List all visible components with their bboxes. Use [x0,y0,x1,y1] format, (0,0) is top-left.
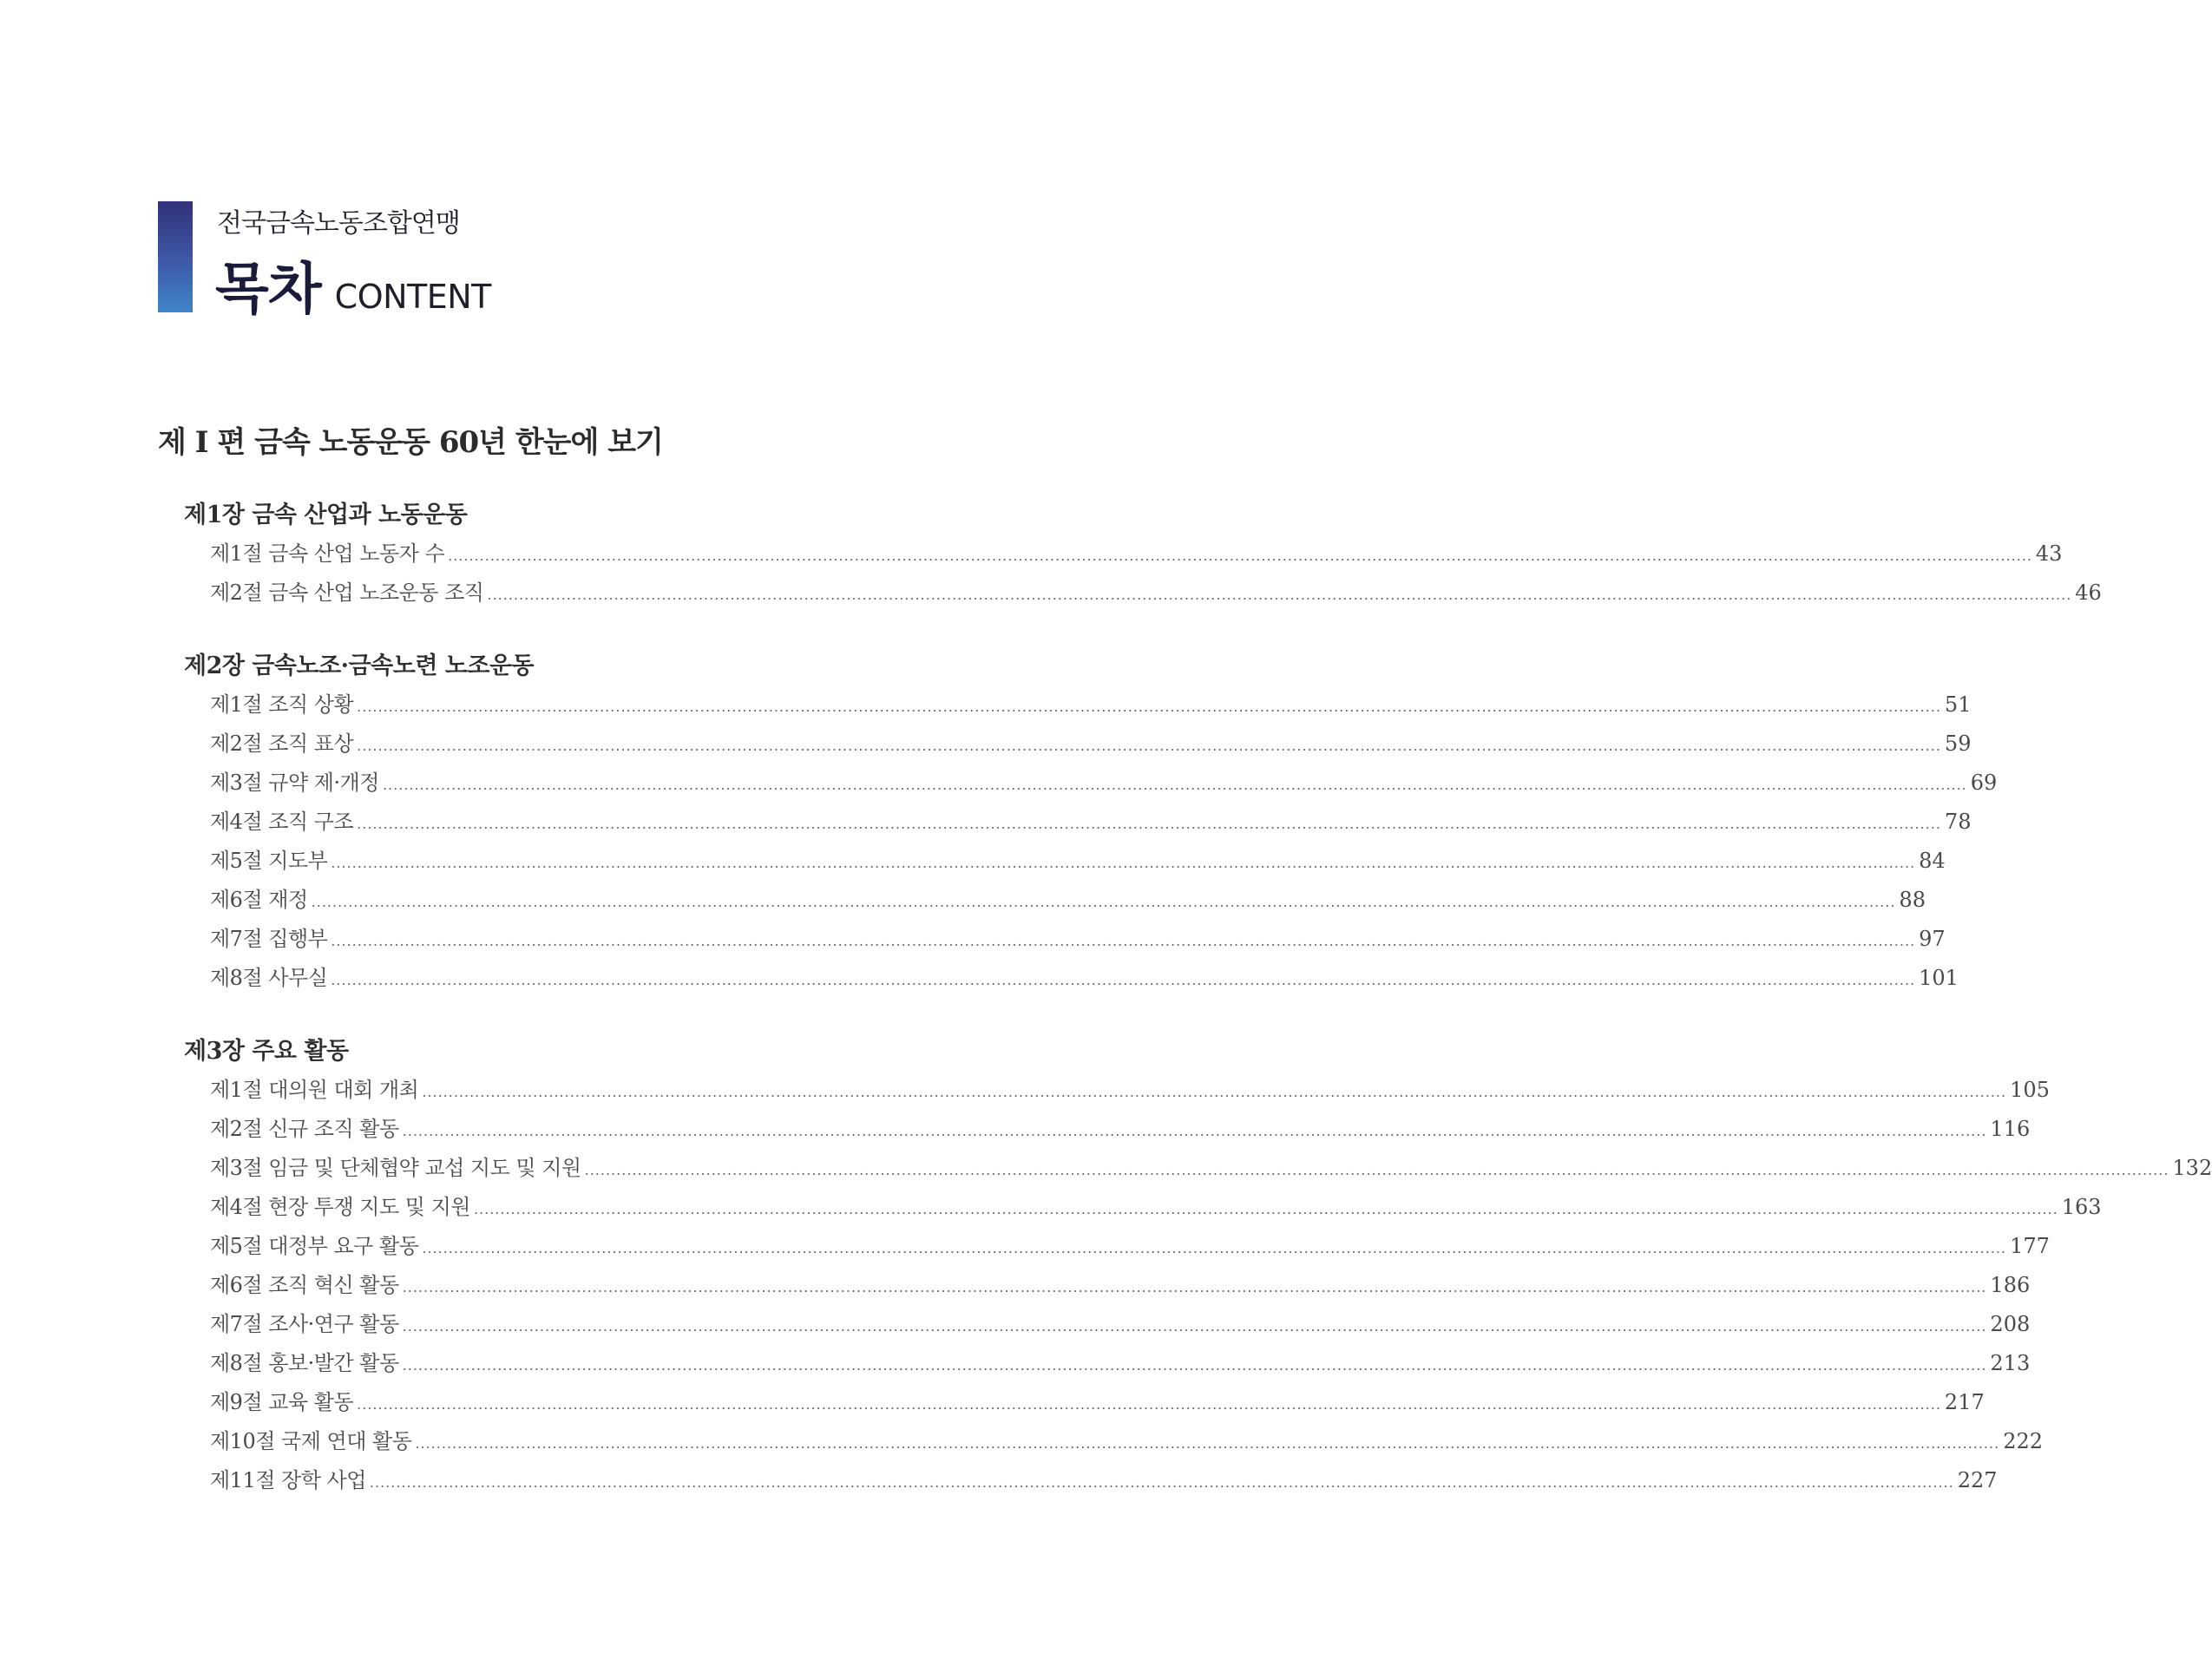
entry-label: 제5절 대정부 요구 활동 [210,1234,419,1258]
toc-entry[interactable] [210,842,1946,881]
entry-label: 제1절 조직 상황 [210,692,354,717]
dot-leader: ............................................................................................................................................................................................................................................................................................................ [382,777,1967,793]
chapter-3 [184,1033,2212,1500]
chapter-1 [184,496,2102,613]
toc-entry[interactable] [210,920,1946,959]
entry-label: 제2절 신규 조직 활동 [210,1117,399,1141]
page-title: 목차 [215,258,321,322]
entry-label: 제4절 조직 구조 [210,810,354,834]
entry-label: 제6절 조직 혁신 활동 [210,1273,399,1297]
entry-page-number: 78 [1944,810,1972,834]
entry-page-number: 217 [1944,1390,1985,1414]
dot-leader: ............................................................................................................................................................................................................................................................................................................ [487,587,2072,603]
dot-leader: ............................................................................................................................................................................................................................................................................................................ [357,738,1941,754]
toc-entry[interactable] [210,685,1972,725]
dot-leader: ............................................................................................................................................................................................................................................................................................................ [448,548,2032,564]
toc-entry[interactable] [210,764,1998,803]
toc-entry[interactable] [210,1071,2050,1110]
entry-page-number: 163 [2061,1195,2102,1219]
dot-leader: ............................................................................................................................................................................................................................................................................................................ [357,816,1941,832]
entry-label: 제7절 집행부 [210,927,328,951]
accent-bar [158,201,193,312]
entry-label: 제2절 금속 산업 노조운동 조직 [210,580,484,605]
entry-page-number: 177 [2010,1234,2050,1258]
entry-label: 제3절 규약 제·개정 [210,771,379,795]
entry-page-number: 116 [1990,1117,2031,1141]
entry-page-number: 222 [2003,1429,2043,1453]
toc-header [158,201,679,322]
dot-leader: ............................................................................................................................................................................................................................................................................................................ [357,699,1941,715]
toc-entry[interactable] [210,1227,2050,1266]
entry-page-number: 101 [1919,966,1959,990]
dot-leader: ............................................................................................................................................................................................................................................................................................................ [584,1162,2169,1178]
toc-entry[interactable] [210,881,1926,920]
dot-leader: ............................................................................................................................................................................................................................................................................................................ [402,1123,1987,1139]
toc-entry[interactable] [210,1344,2031,1383]
chapter-title: 제3장 주요 활동 [184,1038,349,1065]
dot-leader: ............................................................................................................................................................................................................................................................................................................ [402,1357,1987,1374]
toc-entry[interactable] [210,1383,1985,1422]
entry-page-number: 84 [1919,849,1946,873]
dot-leader: ............................................................................................................................................................................................................................................................................................................ [402,1318,1987,1335]
toc-entry[interactable] [210,1266,2031,1305]
entry-page-number: 186 [1990,1273,2031,1297]
entry-label: 제10절 국제 연대 활동 [210,1429,412,1453]
dot-leader: ............................................................................................................................................................................................................................................................................................................ [473,1201,2058,1217]
organization-name: 전국금속노동조합연맹 [217,208,460,239]
dot-leader: ............................................................................................................................................................................................................................................................................................................ [422,1240,2007,1256]
entry-label: 제1절 대의원 대회 개최 [210,1078,419,1102]
dot-leader: ............................................................................................................................................................................................................................................................................................................ [415,1435,2000,1452]
entry-page-number: 208 [1990,1312,2031,1336]
toc-entry[interactable] [210,1110,2031,1149]
dot-leader: ............................................................................................................................................................................................................................................................................................................ [402,1279,1987,1295]
dot-leader: ............................................................................................................................................................................................................................................................................................................ [422,1084,2007,1100]
chapter-2 [184,647,1998,998]
toc-entry[interactable] [210,535,2063,574]
entry-page-number: 105 [2010,1078,2050,1102]
entry-page-number: 69 [1970,771,1998,795]
entry-label: 제1절 금속 산업 노동자 수 [210,541,445,566]
toc-entry[interactable] [210,1188,2102,1227]
entry-page-number: 59 [1944,731,1972,756]
dot-leader: ............................................................................................................................................................................................................................................................................................................ [311,894,1896,910]
entry-page-number: 43 [2035,541,2063,566]
dot-leader: ............................................................................................................................................................................................................................................................................................................ [331,933,1916,949]
dot-leader: ............................................................................................................................................................................................................................................................................................................ [369,1474,1954,1491]
entry-label: 제6절 재정 [210,888,308,912]
entry-page-number: 227 [1957,1468,1998,1492]
table-of-contents [184,496,2212,1535]
entry-page-number: 213 [1990,1351,2031,1375]
entry-page-number: 88 [1899,888,1926,912]
page-title-english: CONTENT [334,278,491,316]
dot-leader: ............................................................................................................................................................................................................................................................................................................ [331,972,1916,988]
entry-page-number: 46 [2075,580,2102,605]
toc-entry[interactable] [210,725,1972,764]
entry-label: 제8절 홍보·발간 활동 [210,1351,399,1375]
dot-leader: ............................................................................................................................................................................................................................................................................................................ [357,1396,1941,1413]
chapter-title: 제1장 금속 산업과 노동운동 [184,502,468,528]
entry-page-number: 97 [1919,927,1946,951]
entry-label: 제9절 교육 활동 [210,1390,354,1414]
entry-label: 제3절 임금 및 단체협약 교섭 지도 및 지원 [210,1156,581,1180]
entry-page-number: 51 [1944,692,1972,717]
entry-label: 제5절 지도부 [210,849,328,873]
page-title-row [215,245,491,325]
toc-entry[interactable] [210,1149,2212,1188]
toc-entry[interactable] [210,1422,2043,1461]
toc-entry[interactable] [210,1461,1998,1500]
entry-label: 제4절 현장 투쟁 지도 및 지원 [210,1195,470,1219]
entry-label: 제11절 장학 사업 [210,1468,366,1492]
chapter-title: 제2장 금속노조·금속노련 노조운동 [184,653,535,679]
toc-entry[interactable] [210,803,1972,842]
entry-label: 제7절 조사·연구 활동 [210,1312,399,1336]
toc-entry[interactable] [210,574,2102,613]
toc-entry[interactable] [210,1305,2031,1344]
entry-page-number: 132 [2172,1156,2212,1180]
dot-leader: ............................................................................................................................................................................................................................................................................................................ [331,855,1916,871]
toc-entry[interactable] [210,959,1959,998]
entry-label: 제2절 조직 표상 [210,731,354,756]
part-title: 제 I 편 금속 노동운동 60년 한눈에 보기 [158,425,663,460]
entry-label: 제8절 사무실 [210,966,328,990]
